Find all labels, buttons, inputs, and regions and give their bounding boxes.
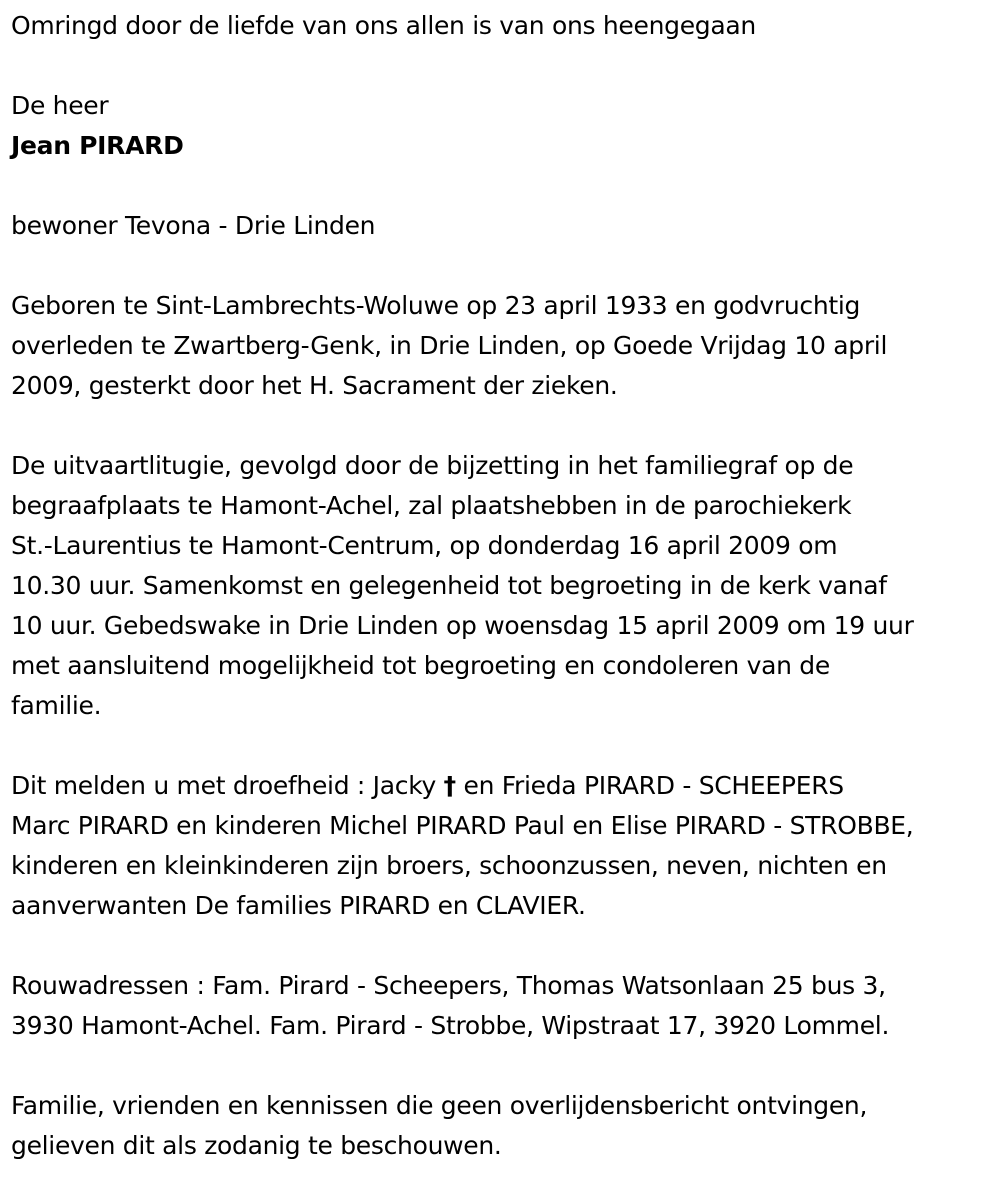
paragraph-line: begraafplaats te Hamont-Achel, zal plaatshebben in de parochiekerk xyxy=(11,491,852,520)
paragraph-line: Familie, vrienden en kennissen die geen overlijdensbericht ontvingen, xyxy=(11,1091,868,1120)
announcers-lead: Dit melden u met droefheid : Jacky xyxy=(11,771,444,800)
funeral-paragraph xyxy=(11,446,996,726)
paragraph-line: familie. xyxy=(11,691,102,720)
salutation: De heer xyxy=(11,91,109,120)
paragraph-line: Geboren te Sint-Lambrechts-Woluwe op 23 april 1933 en godvruchtig xyxy=(11,291,861,320)
spacer xyxy=(11,1046,996,1086)
paragraph-line: kinderen en kleinkinderen zijn broers, schoonzussen, neven, nichten en xyxy=(11,851,887,880)
paragraph-line: overleden te Zwartberg-Genk, in Drie Linden, op Goede Vrijdag 10 april xyxy=(11,331,888,360)
announcers-paragraph xyxy=(11,766,996,926)
paragraph-line xyxy=(11,766,996,806)
paragraph-line: met aansluitend mogelijkheid tot begroeting en condoleren van de xyxy=(11,651,830,680)
spacer xyxy=(11,46,996,86)
closing-paragraph xyxy=(11,1086,996,1166)
paragraph-line: 3930 Hamont-Achel. Fam. Pirard - Strobbe, Wipstraat 17, 3920 Lommel. xyxy=(11,1011,890,1040)
residence: bewoner Tevona - Drie Linden xyxy=(11,211,376,240)
birth-death-paragraph xyxy=(11,286,996,406)
paragraph-line: 10.30 uur. Samenkomst en gelegenheid tot begroeting in de kerk vanaf xyxy=(11,571,887,600)
paragraph-line: Marc PIRARD en kinderen Michel PIRARD Paul en Elise PIRARD - STROBBE, xyxy=(11,811,914,840)
paragraph-line: aanverwanten De families PIRARD en CLAVIER. xyxy=(11,891,586,920)
paragraph-line: 10 uur. Gebedswake in Drie Linden op woensdag 15 april 2009 om 19 uur xyxy=(11,611,914,640)
cross-icon: † xyxy=(443,771,456,800)
spacer xyxy=(11,406,996,446)
spacer xyxy=(11,166,996,206)
spacer xyxy=(11,726,996,766)
deceased-name: Jean PIRARD xyxy=(11,131,184,160)
death-notice xyxy=(11,6,996,1166)
paragraph-line: Rouwadressen : Fam. Pirard - Scheepers, Thomas Watsonlaan 25 bus 3, xyxy=(11,971,886,1000)
intro-text: Omringd door de liefde van ons allen is van ons heengegaan xyxy=(11,11,756,40)
paragraph-line: gelieven dit als zodanig te beschouwen. xyxy=(11,1131,502,1160)
paragraph-line: St.-Laurentius te Hamont-Centrum, op donderdag 16 april 2009 om xyxy=(11,531,838,560)
announcers-rest: en Frieda PIRARD - SCHEEPERS xyxy=(455,771,844,800)
paragraph-line: 2009, gesterkt door het H. Sacrament der zieken. xyxy=(11,371,618,400)
paragraph-line: De uitvaartlitugie, gevolgd door de bijzetting in het familiegraf op de xyxy=(11,451,854,480)
addresses-paragraph xyxy=(11,966,996,1046)
spacer xyxy=(11,246,996,286)
spacer xyxy=(11,926,996,966)
